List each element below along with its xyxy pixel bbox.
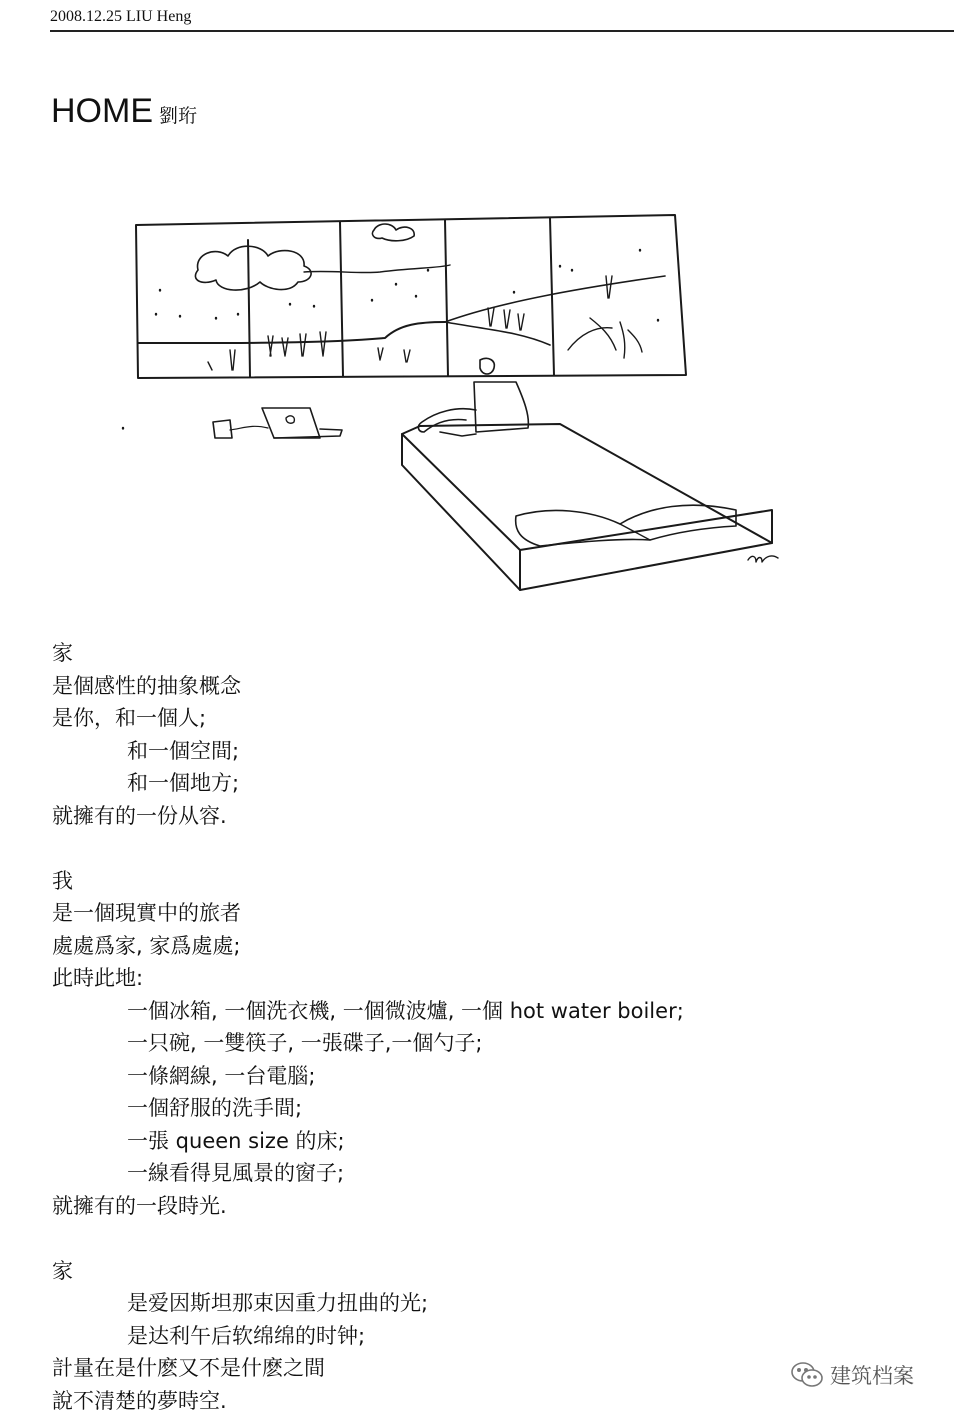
wechat-watermark — [790, 1360, 914, 1390]
poem-line: 家 — [52, 637, 912, 670]
page-header — [50, 6, 954, 32]
title-main: HOME — [51, 92, 153, 130]
poem-line: 是爱因斯坦那束因重力扭曲的光; — [52, 1287, 912, 1320]
poem-line: 一只碗, 一雙筷子, 一張碟子,一個勺子; — [52, 1027, 912, 1060]
poem-line: 和一個地方; — [52, 767, 912, 800]
poem-line: 一張 queen size 的床; — [52, 1125, 912, 1158]
poem-line: 是一個現實中的旅者 — [52, 897, 912, 930]
watermark-label: 建筑档案 — [830, 1360, 914, 1390]
poem-line: 家 — [52, 1255, 912, 1288]
header-date-author: 2008.12.25 LIU Heng — [50, 8, 191, 26]
poem-line: 一個冰箱, 一個洗衣機, 一個微波爐, 一個 hot water boiler; — [52, 995, 912, 1028]
poem-line: 處處爲家, 家爲處處; — [52, 930, 912, 963]
poem-line: 我 — [52, 865, 912, 898]
poem-line: 此時此地: — [52, 962, 912, 995]
poem — [52, 637, 912, 1417]
poem-line: 一條網線, 一台電腦; — [52, 1060, 912, 1093]
page-title — [51, 92, 197, 131]
stanza-gap — [52, 1222, 912, 1255]
poem-line: 說不清楚的夢時空. — [52, 1385, 912, 1417]
home-sketch-illustration — [120, 210, 790, 600]
poem-line: 是达利午后软绵绵的时钟; — [52, 1320, 912, 1353]
poem-line: 就擁有的一段時光. — [52, 1190, 912, 1223]
poem-line: 計量在是什麽又不是什麽之間 — [52, 1352, 912, 1385]
poem-line: 和一個空間; — [52, 735, 912, 768]
poem-line: 是你，和一個人; — [52, 702, 912, 735]
poem-line: 就擁有的一份从容. — [52, 800, 912, 833]
poem-line: 一線看得見風景的窗子; — [52, 1157, 912, 1190]
stanza-gap — [52, 832, 912, 865]
poem-line: 一個舒服的洗手間; — [52, 1092, 912, 1125]
title-author: 劉珩 — [159, 105, 197, 127]
poem-line: 是個感性的抽象概念 — [52, 670, 912, 703]
wechat-icon — [790, 1361, 824, 1389]
